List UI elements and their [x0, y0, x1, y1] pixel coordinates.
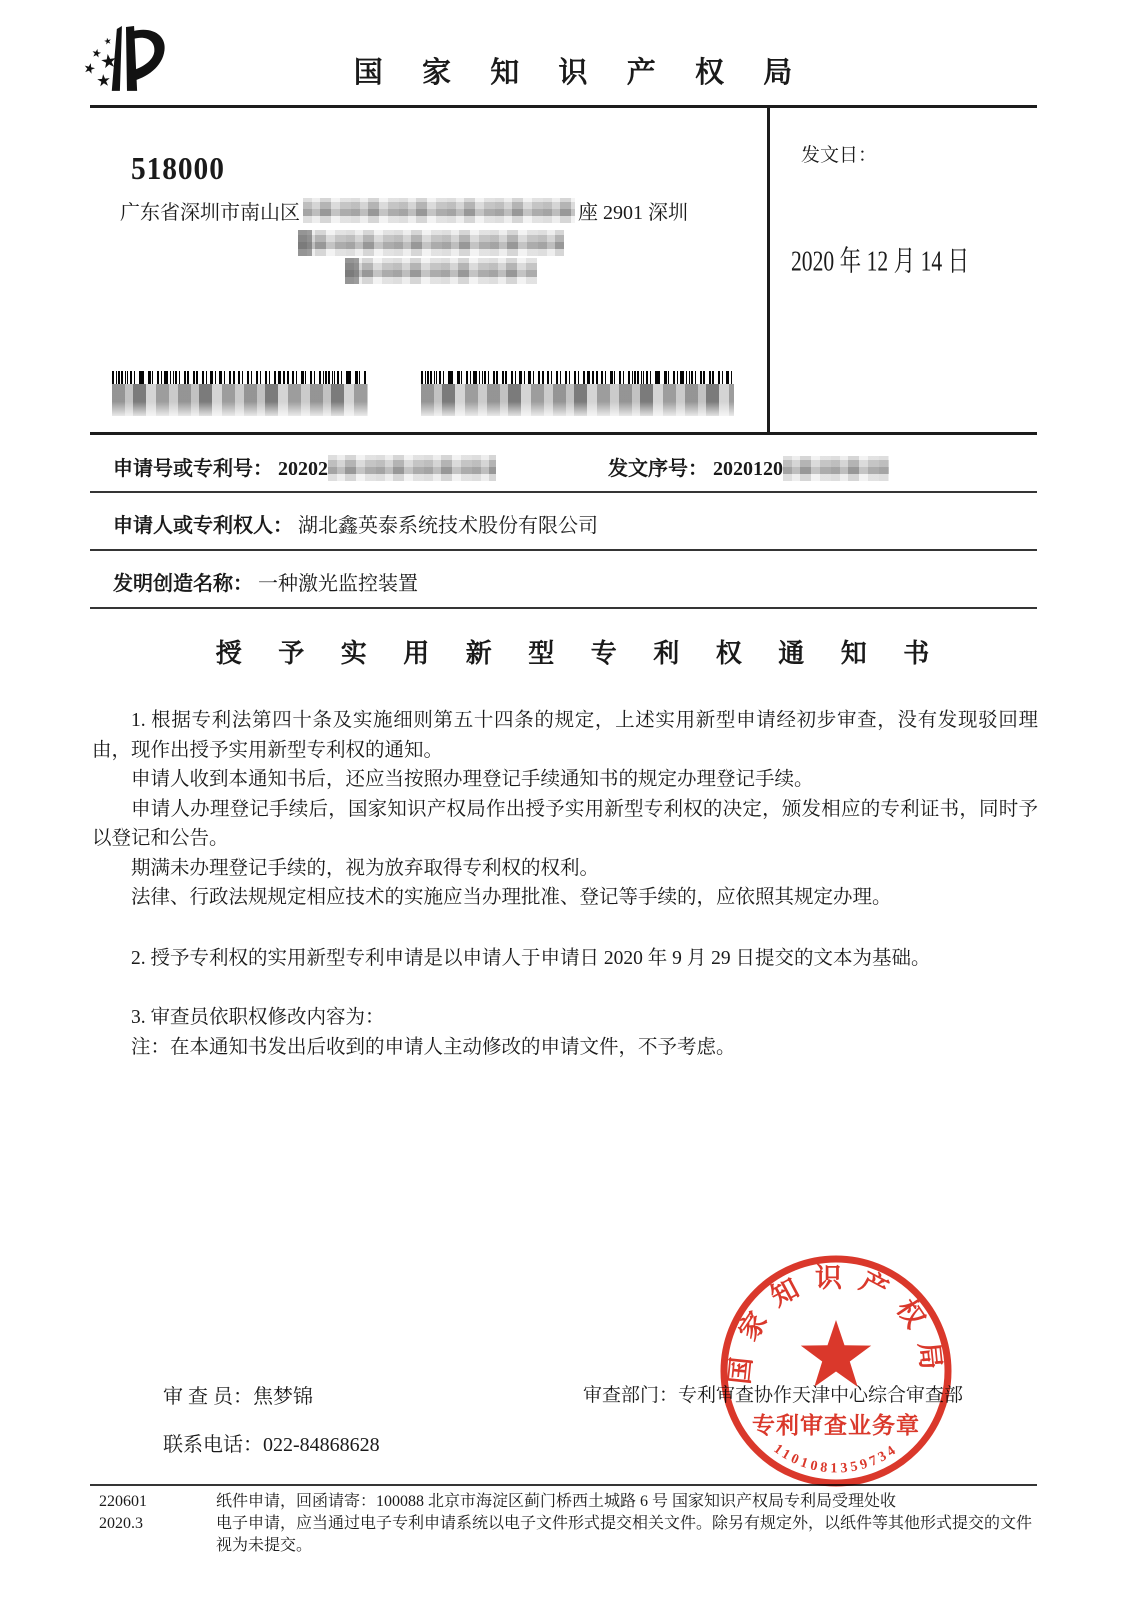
- table-rule-bottom: [90, 607, 1037, 609]
- invention-title-field: [113, 567, 418, 596]
- invention-title-value: 一种激光监控装置: [258, 573, 418, 595]
- notice-paragraph: 1. 根据专利法第四十条及实施细则第五十四条的规定，上述实用新型申请经初步审查，没有发现驳回理由，现作出授予实用新型专利权的通知。: [92, 710, 1038, 761]
- notice-paragraph: 注：在本通知书发出后收到的申请人主动修改的申请文件，不予考虑。: [131, 1036, 736, 1058]
- seal-banner-text: 专利审查业务章: [752, 1413, 920, 1438]
- notice-paragraph: 3. 审查员依职权修改内容为：: [131, 1007, 385, 1028]
- barcode: [421, 371, 734, 416]
- contact-phone-row: [163, 1428, 380, 1457]
- applicant-label: 申请人或专利权人：: [113, 515, 293, 537]
- address-redaction-3: [345, 258, 537, 284]
- dispatch-date-value: 2020 年 12 月 14 日: [791, 245, 970, 277]
- dispatch-number-field: [608, 452, 889, 481]
- application-number-value: 20202: [278, 458, 328, 480]
- examiner-name: 焦梦锦: [253, 1386, 313, 1408]
- address-prefix: 广东省深圳市南山区: [120, 202, 300, 224]
- seal-serial-number: 1101081359734: [770, 1441, 902, 1477]
- form-version: 2020.3: [99, 1515, 143, 1532]
- application-number-field: [113, 452, 496, 481]
- footer-paper-instruction: 纸件申请，回函请寄：100088 北京市海淀区蓟门桥西土城路 6 号 国家知识产权局专利局受理处收: [216, 1493, 897, 1510]
- notice-paragraph: 2. 授予专利权的实用新型专利申请是以申请人于申请日 2020 年 9 月 29 日提交的文本为基础。: [131, 947, 931, 969]
- department-label: 审查部门：: [583, 1385, 679, 1406]
- notice-paragraph: 申请人办理登记手续后，国家知识产权局作出授予实用新型专利权的决定，颁发相应的专利证书，同时予以登记和公告。: [92, 798, 1038, 849]
- examiner-row: [163, 1380, 313, 1409]
- official-seal: [711, 1246, 961, 1496]
- table-rule: [90, 491, 1037, 493]
- notice-paragraph: 期满未办理登记手续的，视为放弃取得专利权的权利。: [131, 857, 600, 879]
- dispatch-number-redaction: [783, 456, 889, 481]
- applicant-name: 湖北鑫英泰系统技术股份有限公司: [298, 515, 598, 537]
- postal-code: 518000: [131, 150, 225, 186]
- dispatch-number-value: 2020120: [713, 458, 783, 480]
- notice-body: [92, 706, 1038, 1062]
- address-redaction-2: [298, 230, 564, 256]
- seal-arc-text: 国家知识产权局: [724, 1262, 948, 1386]
- barcode-redaction: [421, 384, 734, 416]
- applicant-field: [113, 509, 598, 538]
- form-code: 220601: [99, 1493, 147, 1510]
- examiner-label: 审 查 员：: [163, 1386, 253, 1408]
- address-suffix: 座 2901 深圳: [578, 202, 688, 224]
- dispatch-date-label: 发文日：: [801, 145, 878, 166]
- barcode: [112, 371, 368, 416]
- header-rule: [90, 105, 1037, 108]
- barcode-bars: [112, 371, 368, 384]
- invention-title-label: 发明创造名称：: [113, 573, 253, 595]
- recipient-address: [120, 196, 688, 225]
- footer-electronic-instruction: 电子申请，应当通过电子专利申请系统以电子文件形式提交相关文件。除另有规定外，以纸件等其他形式提交的文件视为未提交。: [216, 1515, 1033, 1554]
- footer-notes: [216, 1491, 1038, 1557]
- barcode-redaction: [112, 384, 368, 416]
- agency-title: 国 家 知 识 产 权 局: [353, 57, 809, 89]
- contact-phone-label: 联系电话：: [163, 1434, 263, 1456]
- table-rule: [90, 549, 1037, 551]
- department-name: 专利审查协作天津中心综合审查部: [678, 1385, 964, 1406]
- barcode-bars: [421, 371, 734, 384]
- notice-paragraph: 申请人收到本通知书后，还应当按照办理登记手续通知书的规定办理登记手续。: [131, 769, 814, 790]
- notice-paragraph: 法律、行政法规规定相应技术的实施应当办理批准、登记等手续的，应依照其规定办理。: [131, 887, 892, 908]
- contact-phone-number: 022-84868628: [263, 1434, 380, 1456]
- notice-title: 授 予 实 用 新 型 专 利 权 通 知 书: [215, 639, 945, 668]
- dispatch-number-label: 发文序号：: [608, 458, 708, 480]
- seal-star-icon: [801, 1320, 871, 1387]
- application-number-label: 申请号或专利号：: [113, 458, 273, 480]
- address-redaction-1: [303, 198, 575, 223]
- date-box-divider: [767, 105, 770, 433]
- application-number-redaction: [328, 455, 496, 481]
- table-rule-top: [90, 432, 1037, 435]
